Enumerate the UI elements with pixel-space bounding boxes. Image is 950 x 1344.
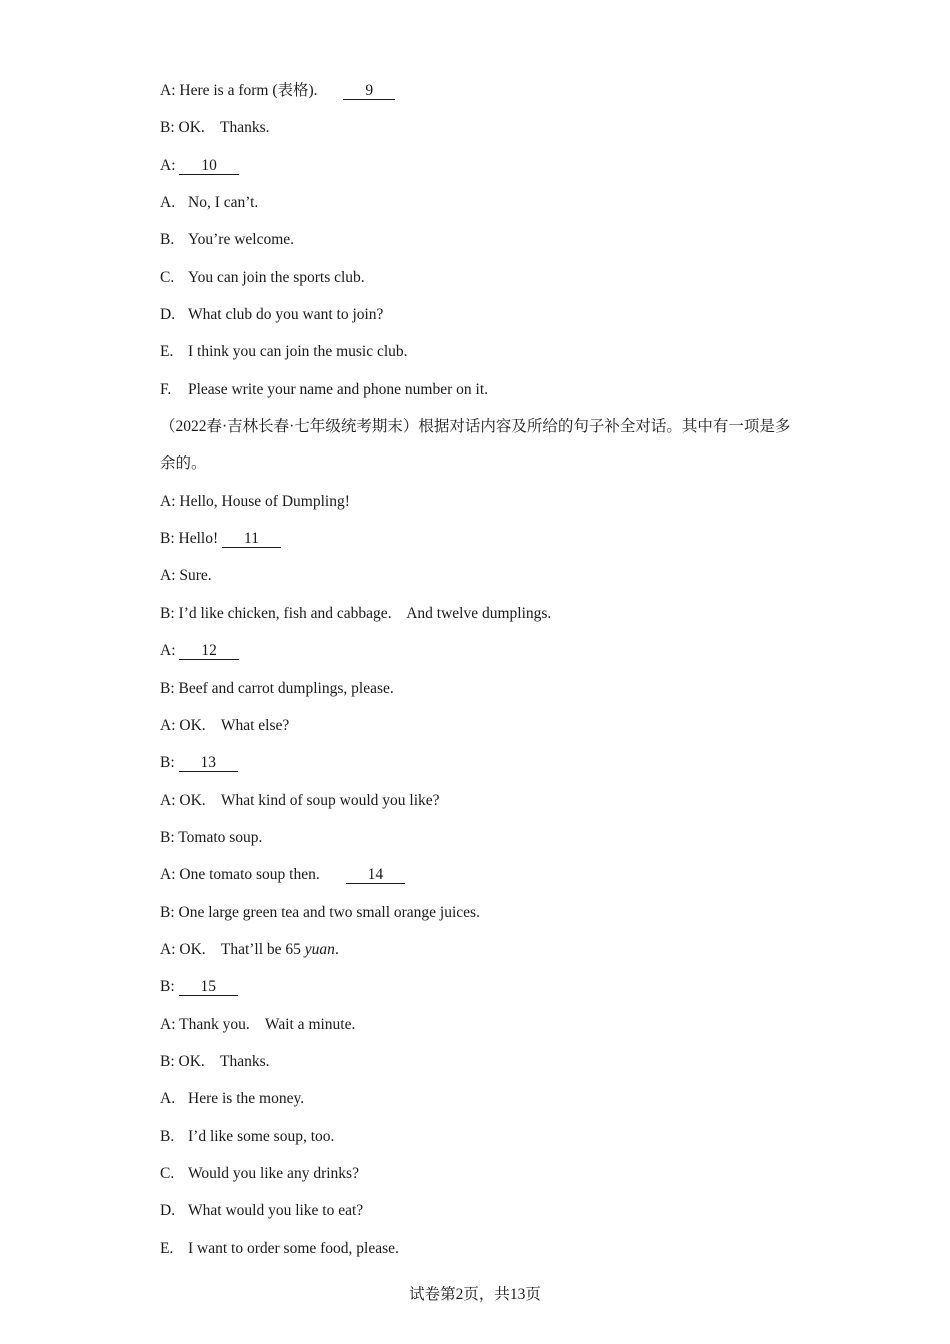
dialog-line [160,1049,800,1086]
speaker-label: A: [160,716,176,734]
answer-blank[interactable]: 14 [346,867,406,884]
option-line [160,1124,800,1161]
dialog-text: Sure. [179,567,212,585]
dialog-line [160,713,800,750]
option-line [160,227,800,264]
dialog-text: One tomato soup then. [179,866,320,884]
question-instruction: （2022春·吉林长春·七年级统考期末）根据对话内容及所给的句子补全对话。其中有一项是多余的。 [160,418,791,473]
dialog-text: OK. What else? [179,716,290,734]
answer-blank[interactable]: 10 [179,158,239,175]
option-line [160,377,800,414]
speaker-label: B: [160,604,175,622]
speaker-label: B: [160,1052,175,1070]
option-letter: C. [160,1164,175,1182]
option-text: Here is the money. [188,1090,305,1108]
option-letter: C. [160,268,175,286]
dialog-text: OK. That’ll be 65 [179,940,301,958]
dialog-text: Thank you. Wait a minute. [179,1015,356,1033]
speaker-label: A: [160,791,176,809]
dialog-line [160,825,800,862]
option-letter: D. [160,306,176,324]
answer-blank[interactable]: 11 [222,531,281,548]
dialog-text: OK. Thanks. [178,119,270,137]
speaker-label: B: [160,978,175,996]
option-text: What club do you want to join? [188,306,384,324]
dialog-text: Beef and carrot dumplings, please. [178,679,394,697]
option-letter: A. [160,1090,176,1108]
option-letter: F. [160,380,172,398]
dialog-line [160,563,800,600]
option-line [160,1236,800,1273]
speaker-label: B: [160,903,175,921]
option-text: Please write your name and phone number on it. [188,380,489,398]
option-line [160,1161,800,1198]
option-letter: A. [160,194,176,212]
option-text: What would you like to eat? [188,1202,364,1220]
option-letter: B. [160,1127,175,1145]
speaker-label: A: [160,156,176,174]
option-line [160,190,800,227]
dialog-line [160,900,800,937]
dialog-line [160,862,800,899]
speaker-label: A: [160,866,176,884]
speaker-label: B: [160,119,175,137]
speaker-label: B: [160,679,175,697]
answer-blank[interactable]: 13 [179,755,239,772]
option-text: You can join the sports club. [188,268,365,286]
page-footer: 试卷第2页，共13页 [409,1286,541,1303]
option-text: You’re welcome. [188,231,295,249]
dialog-line [160,115,800,152]
option-letter: D. [160,1202,176,1220]
dialog-line [160,153,800,190]
dialog-line [160,1012,800,1049]
dialog-text: OK. Thanks. [178,1052,270,1070]
speaker-label: A: [160,1015,176,1033]
option-letter: E. [160,1239,174,1257]
option-letter: B. [160,231,175,249]
speaker-label: B: [160,754,175,772]
option-line [160,339,800,376]
option-line [160,265,800,302]
dialog-line [160,974,800,1011]
speaker-label: A: [160,567,176,585]
dialog-text: OK. What kind of soup would you like? [179,791,440,809]
speaker-label: B: [160,828,175,846]
dialog-line [160,601,800,638]
answer-blank[interactable]: 9 [343,83,395,100]
dialog-text: I’d like chicken, fish and cabbage. And twelve dumplings. [178,604,552,622]
dialog-text: Hello! [178,530,219,548]
option-text: I think you can join the music club. [188,343,408,361]
dialog-line [160,489,800,526]
answer-blank[interactable]: 12 [179,643,239,660]
option-line [160,1086,800,1123]
option-text: Would you like any drinks? [188,1164,359,1182]
dialog-text: Hello, House of Dumpling! [179,492,350,510]
dialog-line [160,638,800,675]
speaker-label: A: [160,940,176,958]
speaker-label: A: [160,492,176,510]
option-letter: E. [160,343,174,361]
dialog-text: One large green tea and two small orange juices. [178,903,480,921]
dialog-line [160,526,800,563]
dialog-line [160,788,800,825]
option-line [160,302,800,339]
dialog-line [160,750,800,787]
speaker-label: B: [160,530,175,548]
option-text: I want to order some food, please. [188,1239,399,1257]
speaker-label: A: [160,642,176,660]
dialog-line [160,676,800,713]
dialog-text-end: . [334,940,339,958]
option-text: No, I can’t. [188,194,259,212]
dialog-line [160,937,800,974]
speaker-label: A: [160,82,176,99]
option-text: I’d like some soup, too. [188,1127,335,1145]
option-line [160,1198,800,1235]
dialog-text: Tomato soup. [178,828,263,846]
currency-word: yuan [304,940,335,958]
dialog-text: Here is a form (表格). [179,82,318,99]
dialog-line [160,78,800,115]
answer-blank[interactable]: 15 [179,979,239,996]
page-content [160,78,800,1273]
